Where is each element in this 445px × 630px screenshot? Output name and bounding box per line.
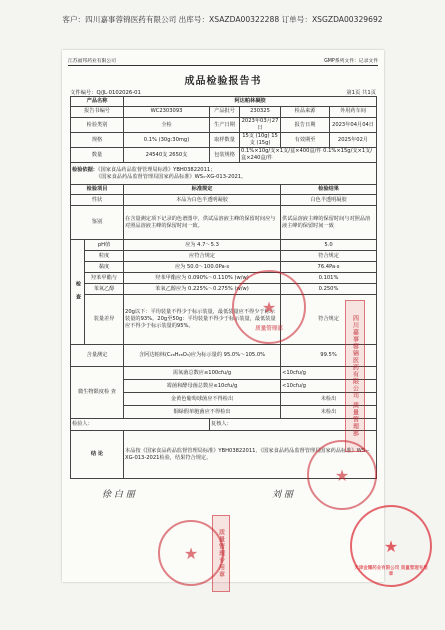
checker-signature: 刘 丽 — [272, 490, 293, 500]
col-item: 检验项目 — [71, 185, 124, 195]
row-viscosity-result: 76.4Pa·s — [281, 262, 377, 273]
quality-dept-stamp-text: 质量管理部 — [255, 326, 283, 332]
sample-qty-label: 取样数量 — [210, 133, 240, 148]
spec-label: 规格 — [71, 133, 124, 148]
batch-no: 230325 — [240, 107, 281, 118]
checker-label: 复核人： — [211, 421, 232, 428]
quality-dept-round-stamp — [232, 270, 306, 344]
corner-stamp-text: 天津金耀药业有限公司 质量管理专用章 — [354, 566, 428, 577]
row-appearance-item: 性状 — [71, 195, 124, 206]
row-ph-result: 5.0 — [281, 240, 377, 251]
test-basis-line1: 《国家食品药品监督管理局标准》YBH03822011； — [97, 166, 216, 173]
package-spec: 0.1%×10g/支×1支/盒×400盒/件 0.1%×15g/支×1支/盒×240盒/件 — [240, 148, 377, 163]
test-basis-label: 检验依据： — [72, 166, 98, 173]
row-aerobic-standard: 需氧菌总数应≤100cfu/g — [124, 367, 281, 380]
row-aerobic-result: <10cfu/g — [281, 367, 377, 380]
row-particle-item: 粒度 — [85, 251, 124, 262]
category: 全检 — [124, 118, 210, 133]
inspector-cell — [71, 419, 210, 431]
product-name-label: 产品名称 — [71, 97, 124, 107]
row-staph-standard: 金黄色葡萄球菌应不得检出 — [124, 393, 281, 406]
company-header — [68, 56, 378, 66]
inspector-signature: 徐 白 丽 — [102, 490, 135, 500]
stamp-star-icon: ★ — [383, 536, 399, 556]
conclusion-label: 结 论 — [71, 431, 124, 479]
row-appearance-standard: 本品为白色半透明凝胶 — [124, 195, 281, 206]
row-particle-result: 符合规定 — [281, 251, 377, 262]
quality-vertical-stamp: 质量管理专用章 — [212, 515, 230, 592]
category-label: 检验类别 — [71, 118, 124, 133]
report-no: WC2303093 — [124, 107, 210, 118]
row-viscosity-item: 黏度 — [85, 262, 124, 273]
row-assay-item: 含量测定 — [71, 345, 124, 367]
row-mold-result: <10cfu/g — [281, 380, 377, 393]
prod-date-label: 生产日期 — [210, 118, 240, 133]
stamp-star-icon: ★ — [261, 297, 277, 317]
row-identification-standard: 在含量测定项下记录的色谱图中，供试品溶液主峰的保留时间应与对照品溶液主峰的保留时间一致。 — [124, 206, 281, 240]
report-no-label: 报告书编号 — [71, 107, 124, 118]
report-date-label: 报告日期 — [281, 118, 330, 133]
report-table — [70, 96, 377, 479]
row-mold-standard: 霉菌和酵母菌总数应≤10cfu/g — [124, 380, 281, 393]
report-paper — [62, 50, 384, 582]
company-round-stamp — [307, 440, 377, 510]
package-label: 包装规格 — [210, 148, 240, 163]
doc-type: GMP系列文件：记录文件 — [324, 59, 378, 64]
col-result: 检验结果 — [281, 185, 377, 195]
batch-label: 产品批号 — [210, 107, 240, 118]
row-assay-standard: 含阿达帕林(C₂₈H₂₈O₃)应为标示量的 95.0%～105.0% — [124, 345, 281, 367]
stamp-star-icon: ★ — [183, 543, 199, 563]
report-date: 2023年04月04日 — [330, 118, 377, 133]
row-assay-result: 99.5% — [281, 345, 377, 367]
row-pseudomonas-standard: 铜绿假单胞菌应不得检出 — [124, 406, 281, 419]
inspector-label: 检验人： — [72, 421, 93, 428]
distributor-header-line: 客户：四川嘉事蓉锦医药有限公司 出库号：XSAZDA00322288 订单号：XSGZDA00329692 — [62, 15, 383, 24]
row-preservative-standard-2: 苯氧乙醇应为 0.225%～0.275% (w/w) — [124, 284, 281, 295]
sample-qty: 15支 (10g) 15支 (15g) — [240, 133, 281, 148]
test-basis-line2: 《国家食品药品监督管理局国家药品标准》WS₁-XG-013-2021。 — [96, 173, 247, 180]
row-identification-result: 供试品溶液主峰的保留时间与对照品溶液主峰的保留时间一致 — [281, 206, 377, 240]
col-standard: 标准规定 — [124, 185, 281, 195]
company-name: 江苏福邦药业有限公司 — [68, 59, 116, 64]
expiry: 2025年02月 — [330, 133, 377, 148]
row-identification-item: 鉴别 — [71, 206, 124, 240]
doc-number: 文件编号：Q/JL·0102026-01 — [70, 90, 141, 96]
corner-round-stamp — [350, 505, 432, 587]
row-viscosity-standard: 应为 50.0～100.0Pa·s — [124, 262, 281, 273]
row-pseudomonas-result: 未检出 — [281, 406, 377, 419]
row-fill-standard: 20g以下：平均装量不得少于标示装量，最低装量应不得少于标示装量的93%。20g至50g：平均装量不得少于标示装量，最低装量应不得少于标示装量的95%。 — [124, 295, 281, 345]
micro-group-label: 微生物限度检 查 — [71, 367, 124, 419]
row-fill-result: 符合规定 — [281, 295, 377, 345]
source: 外用药车间 — [330, 107, 377, 118]
spec: 0.1% (30g:30mg) — [124, 133, 210, 148]
row-preservative-item-1: 羟苯甲酯与 — [85, 273, 124, 284]
row-fill-item: 装量差异 — [85, 295, 124, 345]
check-group-label: 检 查 — [71, 240, 85, 345]
row-appearance-result: 白色半透明凝胶 — [281, 195, 377, 206]
row-preservative-result-2: 0.250% — [281, 284, 377, 295]
row-preservative-result-1: 0.101% — [281, 273, 377, 284]
distributor-vertical-stamp: 四川嘉事蓉锦医药有限公司 质量管理部 — [345, 300, 365, 452]
page-info: 第1页 共1页 — [346, 90, 376, 96]
conclusion-text: 本品按《国家食品药品监督管理局标准》YBH03822011、《国家食品药品监督管理局国家药品标准》WS₁-XG-013-2021检验，结果符合规定。 — [124, 431, 377, 479]
report-title: 成品检验报告书 — [184, 76, 262, 87]
test-basis — [71, 163, 377, 185]
product-name: 阿达帕林凝胶 — [124, 97, 377, 107]
amount: 24540支 2650支 — [124, 148, 210, 163]
stamp-star-icon: ★ — [334, 465, 350, 485]
expiry-label: 有效期至 — [281, 133, 330, 148]
row-particle-standard: 应符合规定 — [124, 251, 281, 262]
row-ph-standard: 应为 4.7～5.3 — [124, 240, 281, 251]
prod-date: 2023年03月27日 — [240, 118, 281, 133]
row-staph-result: 未检出 — [281, 393, 377, 406]
row-preservative-item-2: 苯氧乙醇 — [85, 284, 124, 295]
source-label: 检品来源 — [281, 107, 330, 118]
row-ph-item: pH值 — [85, 240, 124, 251]
amount-label: 数量 — [71, 148, 124, 163]
row-preservative-standard-1: 羟苯甲酯应为 0.090%～0.110% (w/w) — [124, 273, 281, 284]
